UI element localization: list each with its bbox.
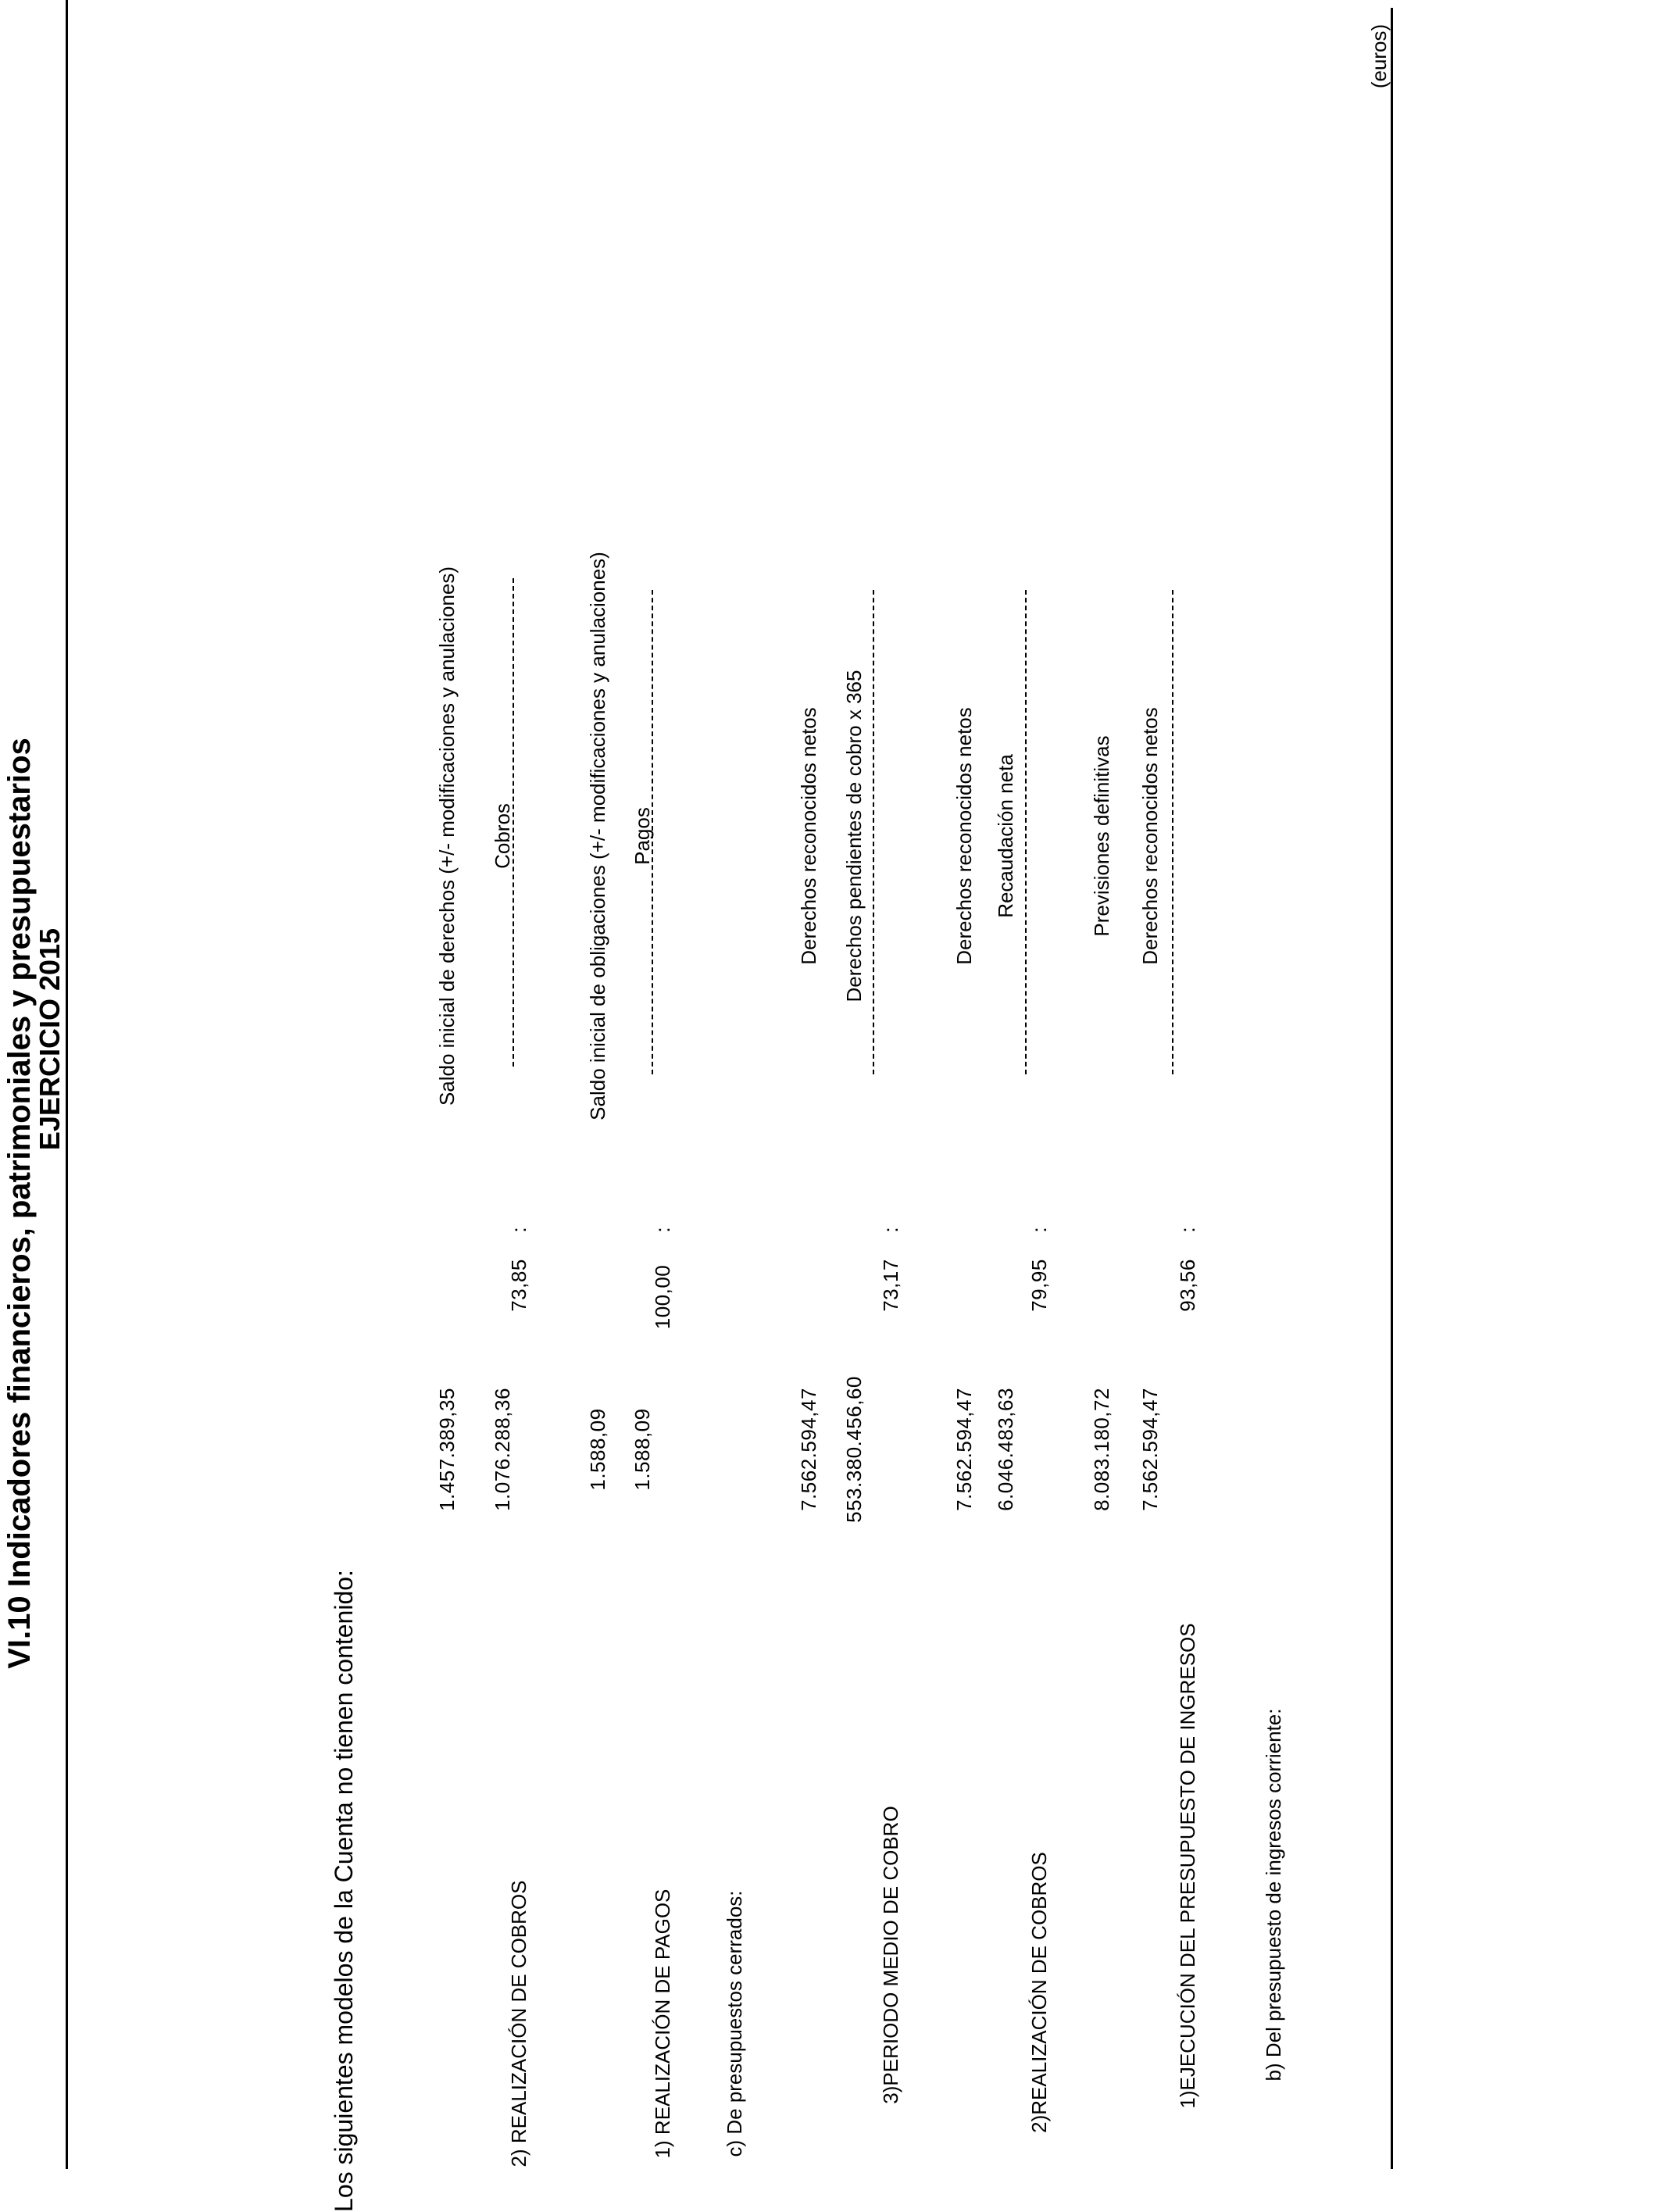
c2-colon: : [507,1227,530,1233]
c2-label: 2) REALIZACIÓN DE COBROS [507,1880,530,2167]
b1-denominator-label: Previsiones definitivas [1090,735,1113,937]
b2-numerator-label: Recaudación neta [994,754,1017,918]
unit-label: (euros) [1367,23,1391,89]
b2-numerator-value: 6.046.483,63 [994,1388,1017,1511]
page-year: EJERCICIO 2015 [34,927,66,1151]
c1-value: 100,00 [651,1264,674,1330]
b2-denominator-label: Derechos reconocidos netos [952,707,976,965]
b1-label: 1)EJECUCIÓN DEL PRESUPUESTO DE INGRESOS [1176,1623,1199,2109]
b3-fraction-line [873,590,874,1074]
c1-colon: : [651,1227,674,1233]
b2-value: 79,95 [1027,1259,1051,1312]
c1-label: 1) REALIZACIÓN DE PAGOS [651,1889,674,2159]
c2-numerator-label: Cobros [491,803,514,869]
b2-colon: : [1027,1227,1051,1233]
b1-value: 93,56 [1176,1259,1199,1312]
right-rule [1391,8,1393,2169]
b1-fraction-line [1172,590,1173,1074]
b2-fraction-line [1025,590,1027,1074]
b1-colon: : [1176,1227,1199,1233]
b3-numerator-label: Derechos pendientes de cobro x 365 [842,670,866,1002]
b3-denominator-label: Derechos reconocidos netos [797,707,820,965]
left-rule [66,0,68,2169]
b1-numerator-value: 7.562.594,47 [1138,1388,1162,1511]
b3-denominator-value: 7.562.594,47 [797,1388,820,1511]
b3-value: 73,17 [879,1259,902,1312]
page-title: VI.10 Indicadores financieros, patrimoniales y presupuestarios [2,738,37,1669]
c2-numerator-value: 1.076.288,36 [491,1388,514,1511]
c1-denominator-label: Saldo inicial de obligaciones (+/- modificaciones y anulaciones) [586,552,609,1120]
b2-label: 2)REALIZACIÓN DE COBROS [1027,1852,1051,2133]
b2-denominator-value: 7.562.594,47 [952,1388,976,1511]
c1-fraction-line [652,590,653,1074]
c2-fraction-line [513,578,514,1067]
section-c-heading: c) De presupuestos cerrados: [723,1890,746,2157]
b3-label: 3)PERIODO MEDIO DE COBRO [879,1806,902,2104]
c2-denominator-label: Saldo inicial de derechos (+/- modificaciones y anulaciones) [435,566,459,1106]
footer-note: Los siguientes modelos de la Cuenta no tienen contenido: [330,1570,358,2212]
b3-colon: : [879,1227,902,1233]
b1-numerator-label: Derechos reconocidos netos [1138,707,1162,965]
section-b-heading: b) Del presupuesto de ingresos corriente: [1262,1708,1285,2082]
c1-denominator-value: 1.588,09 [586,1408,609,1491]
c1-numerator-label: Pagos [630,807,654,865]
b3-numerator-value: 553.380.456,60 [842,1376,866,1523]
b1-denominator-value: 8.083.180,72 [1090,1388,1113,1511]
c2-denominator-value: 1.457.389,35 [435,1388,459,1511]
c2-value: 73,85 [507,1259,530,1312]
c1-numerator-value: 1.588,09 [630,1408,654,1491]
